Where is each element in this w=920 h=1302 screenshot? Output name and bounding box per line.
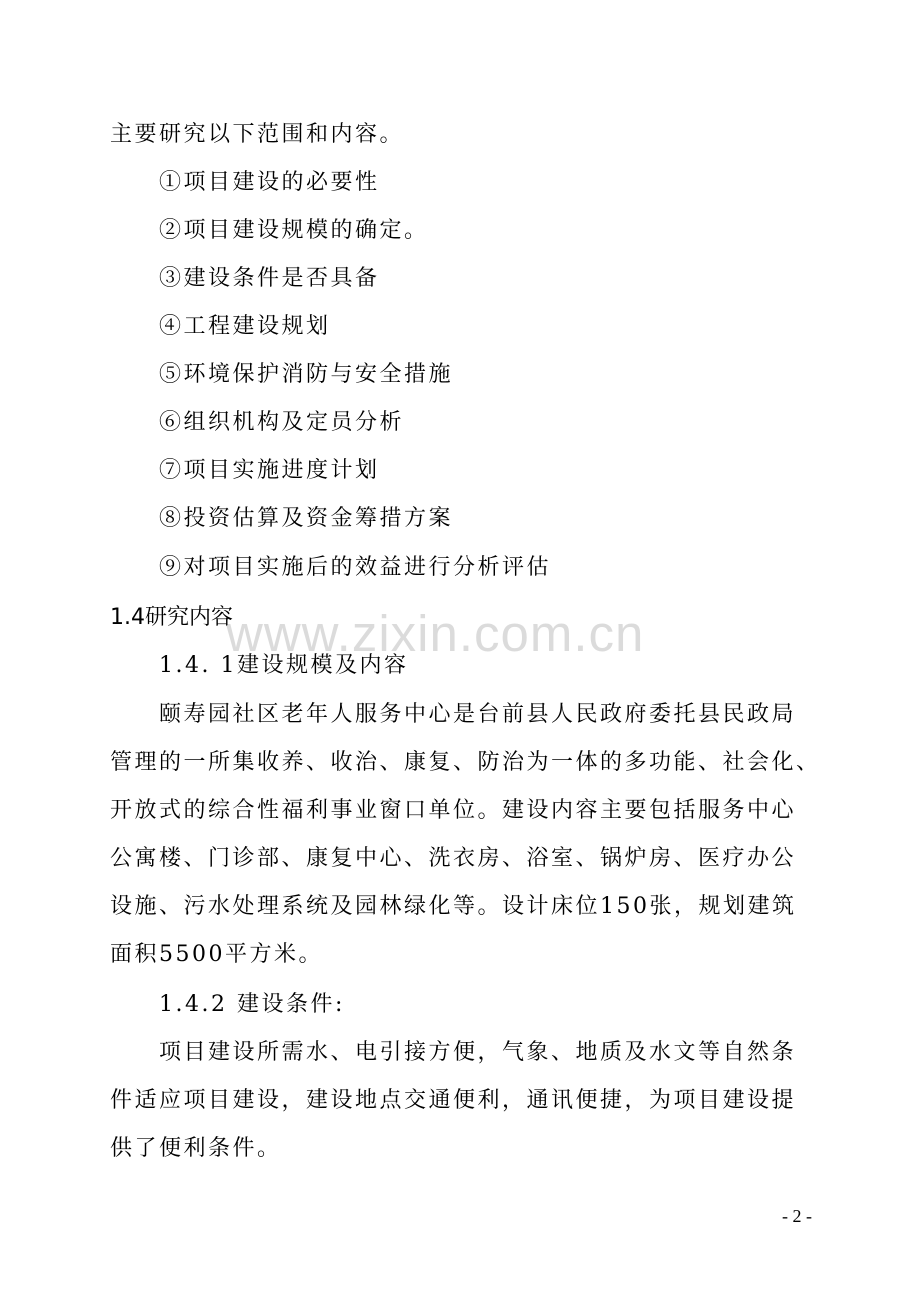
subsection-heading: 1.4. 1建设规模及内容 bbox=[159, 653, 409, 678]
intro-line: 主要研究以下范围和内容。 bbox=[110, 122, 405, 147]
section-heading: 1.4研究内容 bbox=[110, 605, 233, 630]
paragraph-line: 项目建设所需水、电引接方便，气象、地质及水文等自然条 bbox=[159, 1040, 797, 1065]
subsection-heading: 1.4.2 建设条件: bbox=[159, 992, 345, 1017]
paragraph-line: 供了便利条件。 bbox=[110, 1136, 282, 1161]
paragraph-line: 面积5500平方米。 bbox=[110, 942, 323, 967]
list-item: ⑧投资估算及资金筹措方案 bbox=[159, 506, 454, 531]
paragraph-line: 件适应项目建设，建设地点交通便利，通讯便捷，为项目建设提 bbox=[110, 1088, 797, 1113]
list-item: ⑤环境保护消防与安全措施 bbox=[159, 362, 454, 387]
list-item: ⑦项目实施进度计划 bbox=[159, 458, 380, 483]
list-item: ④工程建设规划 bbox=[159, 314, 331, 339]
watermark: www.zixin.com.cn bbox=[226, 605, 645, 662]
paragraph-line: 设施、污水处理系统及园林绿化等。设计床位150张，规划建筑 bbox=[110, 894, 797, 919]
list-item: ③建设条件是否具备 bbox=[159, 266, 380, 291]
paragraph-line: 颐寿园社区老年人服务中心是台前县人民政府委托县民政局 bbox=[159, 702, 797, 727]
list-item: ②项目建设规模的确定。 bbox=[159, 218, 429, 243]
paragraph-line: 开放式的综合性福利事业窗口单位。建设内容主要包括服务中心 bbox=[110, 798, 797, 823]
list-item: ⑥组织机构及定员分析 bbox=[159, 410, 405, 435]
list-item: ①项目建设的必要性 bbox=[159, 170, 380, 195]
paragraph-line: 管理的一所集收养、收治、康复、防治为一体的多功能、社会化、 bbox=[110, 750, 821, 775]
page-number: - 2 - bbox=[782, 1206, 812, 1226]
list-item: ⑨对项目实施后的效益进行分析评估 bbox=[159, 555, 552, 580]
paragraph-line: 公寓楼、门诊部、康复中心、洗衣房、浴室、锅炉房、医疗办公 bbox=[110, 846, 797, 871]
